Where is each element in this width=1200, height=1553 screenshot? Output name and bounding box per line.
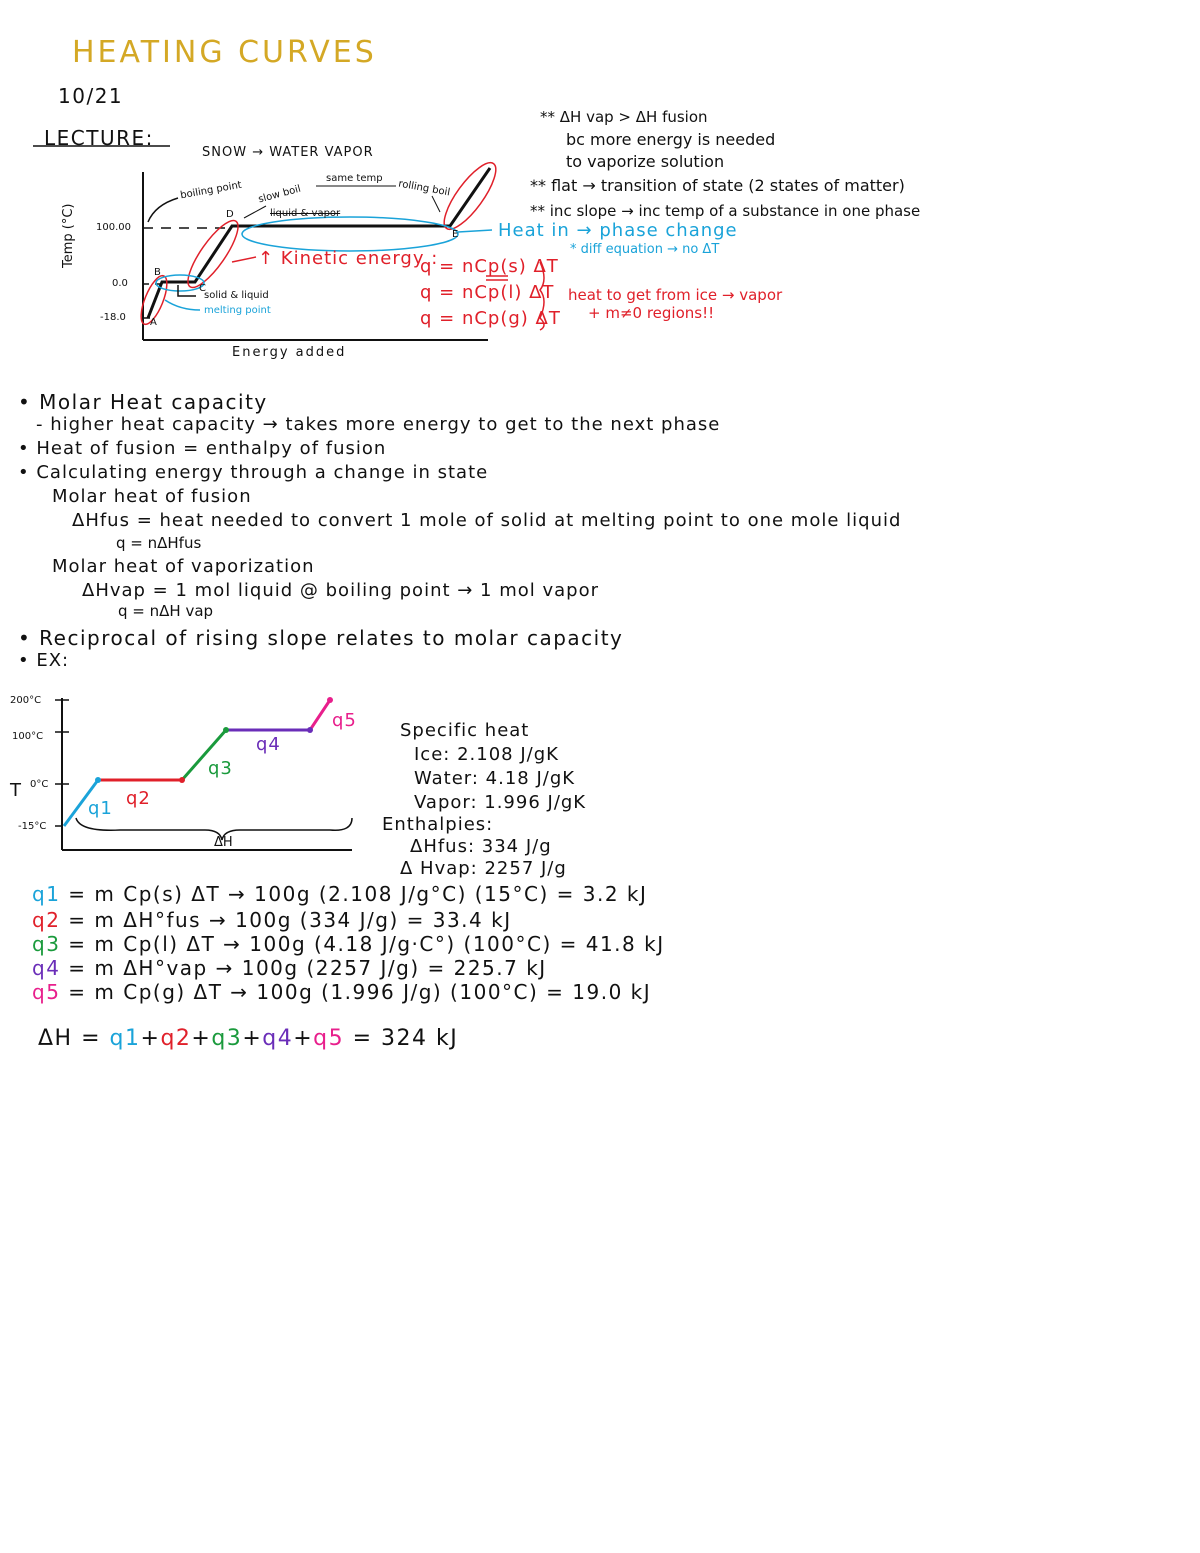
heat-in-label: Heat in → phase change xyxy=(498,220,738,241)
tick-100-label: 100.00 xyxy=(96,222,131,233)
rolling-boil-label: rolling boil xyxy=(397,178,451,199)
delta-h-label: ΔH xyxy=(214,835,233,850)
calc-row-q4 xyxy=(32,958,547,978)
point-d: D xyxy=(226,209,234,220)
bullet-example: • EX: xyxy=(18,650,70,671)
point-b: B xyxy=(154,267,161,278)
calc-q2-label: q2 xyxy=(32,908,61,932)
regions-label: + m≠0 regions!! xyxy=(588,304,715,322)
y-tick-0: 0°C xyxy=(30,779,49,790)
graph-top-label: SNOW → WATER VAPOR xyxy=(202,145,374,160)
calc-q5-text: = m Cp(g) ΔT → 100g (1.996 J/g) (100°C) = 19.0 kJ xyxy=(68,980,652,1004)
liquid-vapor-label: liquid & vapor xyxy=(270,208,341,219)
lecture-heading: LECTURE: xyxy=(44,126,154,150)
molar-heat-vaporization-heading: Molar heat of vaporization xyxy=(52,556,315,577)
arrow-rolling-boil xyxy=(432,196,440,212)
side-note-2: bc more energy is needed xyxy=(566,130,776,149)
eq-liquid: q = nCp(l) ΔT xyxy=(420,282,555,303)
calc-q4-label: q4 xyxy=(32,956,61,980)
specific-heat-heading: Specific heat xyxy=(400,720,530,741)
plus-2: + xyxy=(191,1026,212,1051)
total-q3: q3 xyxy=(211,1026,243,1051)
calc-q3-text: = m Cp(l) ΔT → 100g (4.18 J/g·C°) (100°C) = 41.8 kJ xyxy=(68,932,665,956)
point-5 xyxy=(327,697,333,703)
label-q2: q2 xyxy=(126,788,151,809)
calc-row-q3 xyxy=(32,934,665,954)
fusion-definition: ΔHfus = heat needed to convert 1 mole of solid at melting point to one mole liquid xyxy=(72,510,902,531)
oval-boiling xyxy=(242,217,458,251)
calc-row-q5 xyxy=(32,982,651,1002)
calc-row-q1 xyxy=(32,884,647,904)
specific-heat-water: Water: 4.18 J/gK xyxy=(414,768,576,789)
point-4 xyxy=(307,727,313,733)
calc-q2-text: = m ΔH°fus → 100g (334 J/g) = 33.4 kJ xyxy=(68,908,512,932)
bullet-heat-capacity-detail: - higher heat capacity → takes more energy to get to the next phase xyxy=(36,414,721,435)
plus-4: + xyxy=(293,1026,314,1051)
calc-q5-label: q5 xyxy=(32,980,61,1004)
vaporization-definition: ΔHvap = 1 mol liquid @ boiling point → 1 mol vapor xyxy=(82,580,600,601)
point-a: A xyxy=(150,317,157,328)
kinetic-label: ↑ Kinetic energy : xyxy=(258,248,439,269)
y-tick-100: 100°C xyxy=(12,731,44,742)
x-axis-label: Energy added xyxy=(232,345,347,360)
total-result: = 324 kJ xyxy=(352,1026,459,1051)
eq-gas: q = nCp(g) ΔT xyxy=(420,308,561,329)
tick-neg18-label: -18.0 xyxy=(100,312,126,323)
same-temp-label: same temp xyxy=(326,173,383,184)
arrow-kinetic xyxy=(232,257,256,262)
label-q3: q3 xyxy=(208,758,233,779)
arrow-heat-in xyxy=(458,230,492,232)
total-q4: q4 xyxy=(262,1026,294,1051)
segment-q5 xyxy=(310,700,330,730)
total-q2: q2 xyxy=(160,1026,192,1051)
heat-to-get-label: heat to get from ice → vapor xyxy=(568,286,783,304)
side-note-4: ** flat → transition of state (2 states of matter) xyxy=(530,176,905,195)
total-lhs: ΔH = xyxy=(38,1026,102,1051)
point-c: C xyxy=(199,283,206,294)
melting-point-label: melting point xyxy=(204,305,271,316)
page-title: HEATING CURVES xyxy=(72,35,377,70)
label-q1: q1 xyxy=(88,798,113,819)
bullet-molar-heat-capacity: • Molar Heat capacity xyxy=(18,390,268,414)
date: 10/21 xyxy=(58,84,124,108)
point-e: E xyxy=(452,229,459,240)
y-tick-200: 200°C xyxy=(10,695,42,706)
arrow-slow-boil xyxy=(244,206,266,218)
calc-q4-text: = m ΔH°vap → 100g (2257 J/g) = 225.7 kJ xyxy=(68,956,547,980)
bullet-reciprocal-slope: • Reciprocal of rising slope relates to molar capacity xyxy=(18,626,624,650)
total-q5: q5 xyxy=(313,1026,345,1051)
y-tick-neg15: -15°C xyxy=(18,821,47,832)
side-note-3: to vaporize solution xyxy=(566,152,725,171)
arrow-melting xyxy=(165,300,200,310)
slow-boil-label: slow boil xyxy=(257,183,303,206)
label-q5: q5 xyxy=(332,710,357,731)
example-y-axis-label: T xyxy=(10,780,22,801)
calc-q1-text: = m Cp(s) ΔT → 100g (2.108 J/g°C) (15°C) = 3.2 kJ xyxy=(68,882,648,906)
bullet-heat-of-fusion: • Heat of fusion = enthalpy of fusion xyxy=(18,438,387,459)
specific-heat-vapor: Vapor: 1.996 J/gK xyxy=(414,792,587,813)
bullet-calculating-energy: • Calculating energy through a change in state xyxy=(18,462,489,483)
vaporization-equation: q = nΔH vap xyxy=(118,602,214,620)
calc-q1-label: q1 xyxy=(32,882,61,906)
enthalpy-vaporization: Δ Hvap: 2257 J/g xyxy=(400,858,567,879)
side-note-5: ** inc slope → inc temp of a substance in one phase xyxy=(530,202,921,220)
fusion-equation: q = nΔHfus xyxy=(116,534,202,552)
enthalpy-fusion: ΔHfus: 334 J/g xyxy=(410,836,552,857)
calc-q3-label: q3 xyxy=(32,932,61,956)
solid-liquid-label: solid & liquid xyxy=(204,290,269,301)
point-2 xyxy=(179,777,185,783)
boiling-point-label: boiling point xyxy=(179,179,243,202)
point-3 xyxy=(223,727,229,733)
label-q4: q4 xyxy=(256,734,281,755)
side-note-1: ** ΔH vap > ΔH fusion xyxy=(540,108,708,126)
arrow-boiling-point xyxy=(148,198,178,222)
plus-3: + xyxy=(242,1026,263,1051)
specific-heat-ice: Ice: 2.108 J/gK xyxy=(414,744,559,765)
molar-heat-fusion-heading: Molar heat of fusion xyxy=(52,486,252,507)
total-q1: q1 xyxy=(109,1026,141,1051)
plus-1: + xyxy=(140,1026,161,1051)
enthalpies-heading: Enthalpies: xyxy=(382,814,494,835)
point-1 xyxy=(95,777,101,783)
diff-equation-label: * diff equation → no ΔT xyxy=(570,242,720,257)
tick-0-label: 0.0 xyxy=(112,278,128,289)
calc-row-q2 xyxy=(32,910,512,930)
y-axis-label: Temp (°C) xyxy=(61,203,76,268)
eq-solid: q = nCp(s) ΔT xyxy=(420,256,559,277)
total-delta-h xyxy=(38,1028,458,1050)
